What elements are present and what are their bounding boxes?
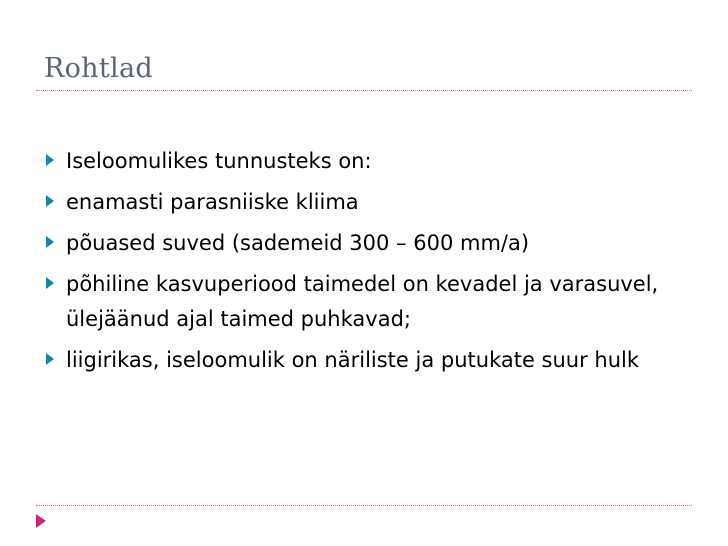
bottom-divider (36, 505, 692, 506)
play-triangle-icon[interactable] (36, 514, 46, 528)
bullet-text: põuased suved (sademeid 300 – 600 mm/a) (66, 231, 530, 255)
triangle-bullet-icon (46, 277, 54, 289)
bullet-item-summers (44, 226, 664, 261)
bullet-text: põhiline kasvuperiood taimedel on kevadel ja varasuvel, ülejäänud ajal taimed puhkavad; (66, 272, 659, 331)
triangle-bullet-icon (46, 236, 54, 248)
bullet-text: liigirikas, iseloomulik on näriliste ja putukate suur hulk (66, 348, 640, 372)
bullet-item-climate (44, 185, 664, 220)
triangle-bullet-icon (46, 154, 54, 166)
triangle-bullet-icon (46, 353, 54, 365)
top-divider (36, 90, 692, 91)
bullet-text: Iseloomulikes tunnusteks on: (66, 149, 372, 173)
bullet-text: enamasti parasniiske kliima (66, 190, 359, 214)
slide-title: Rohtlad (44, 53, 153, 84)
bullet-item-growing-season (44, 267, 664, 337)
bullet-item-characteristics (44, 144, 664, 179)
bullet-item-species (44, 343, 664, 378)
bullet-list (44, 144, 664, 384)
triangle-bullet-icon (46, 195, 54, 207)
